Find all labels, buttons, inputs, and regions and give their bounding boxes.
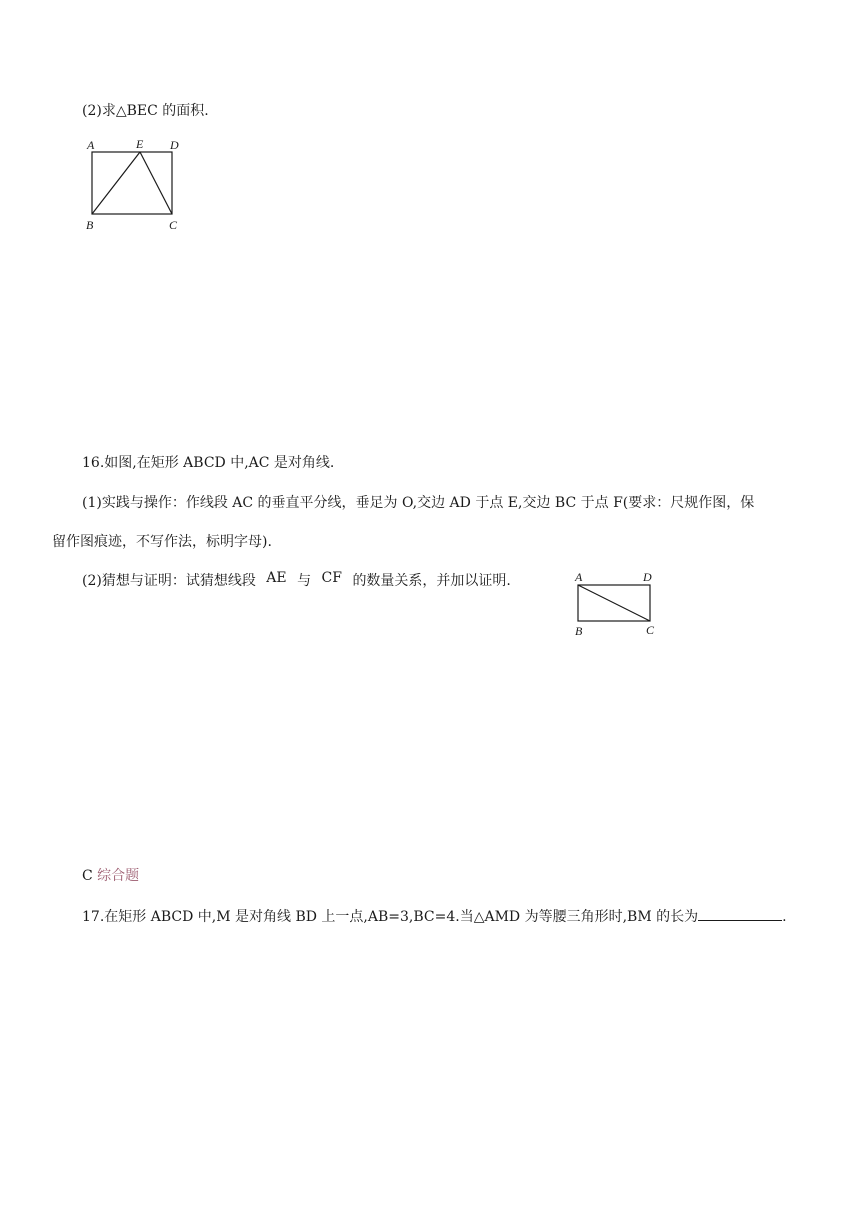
q16-part2-suffix: 的数量关系，并加以证明. [352,573,511,589]
q15-segment-be [92,152,140,214]
q16-part1-line1: (1)实践与操作：作线段 AC 的垂直平分线，垂足为 O,交边 AD 于点 E,交边 BC 于点 F(要求：尺规作图，保 [82,495,755,511]
section-c-heading [82,866,139,886]
q16-part2-prefix: (2)猜想与证明：试猜想线段 [82,573,256,589]
q15-label-a: A [87,138,95,152]
q17 [82,906,787,927]
q16-label-a: A [575,570,583,584]
q15-rectangle [92,152,172,214]
section-c-prefix: C [82,868,93,884]
q15-label-b: B [86,218,94,232]
q15-figure [80,134,190,234]
q15-label-e: E [136,137,144,151]
q16-diagonal-ac [578,585,650,621]
q16-figure [568,568,668,640]
q17-end: . [782,909,787,925]
q17-text: 17.在矩形 ABCD 中,M 是对角线 BD 上一点,AB=3,BC=4.当△AMD 为等腰三角形时,BM 的长为 [82,909,699,925]
q16-cf: CF [321,570,342,586]
q16-part1-line2: 留作图痕迹，不写作法，标明字母). [52,534,272,550]
section-c-title: 综合题 [97,868,140,884]
q17-answer-blank [698,906,782,921]
q15-label-d: D [170,138,179,152]
q16-label-b: B [575,624,583,638]
q15-part2: (2)求△BEC 的面积. [82,103,209,119]
q16-with: 与 [297,573,312,589]
q15-label-c: C [169,218,178,232]
q16-label-c: C [646,623,655,637]
q15-segment-ec [140,152,172,214]
q16-part2 [82,571,511,591]
q16-ae: AE [266,570,287,586]
q16-label-d: D [643,570,652,584]
q16-stem: 16.如图,在矩形 ABCD 中,AC 是对角线. [82,455,335,471]
